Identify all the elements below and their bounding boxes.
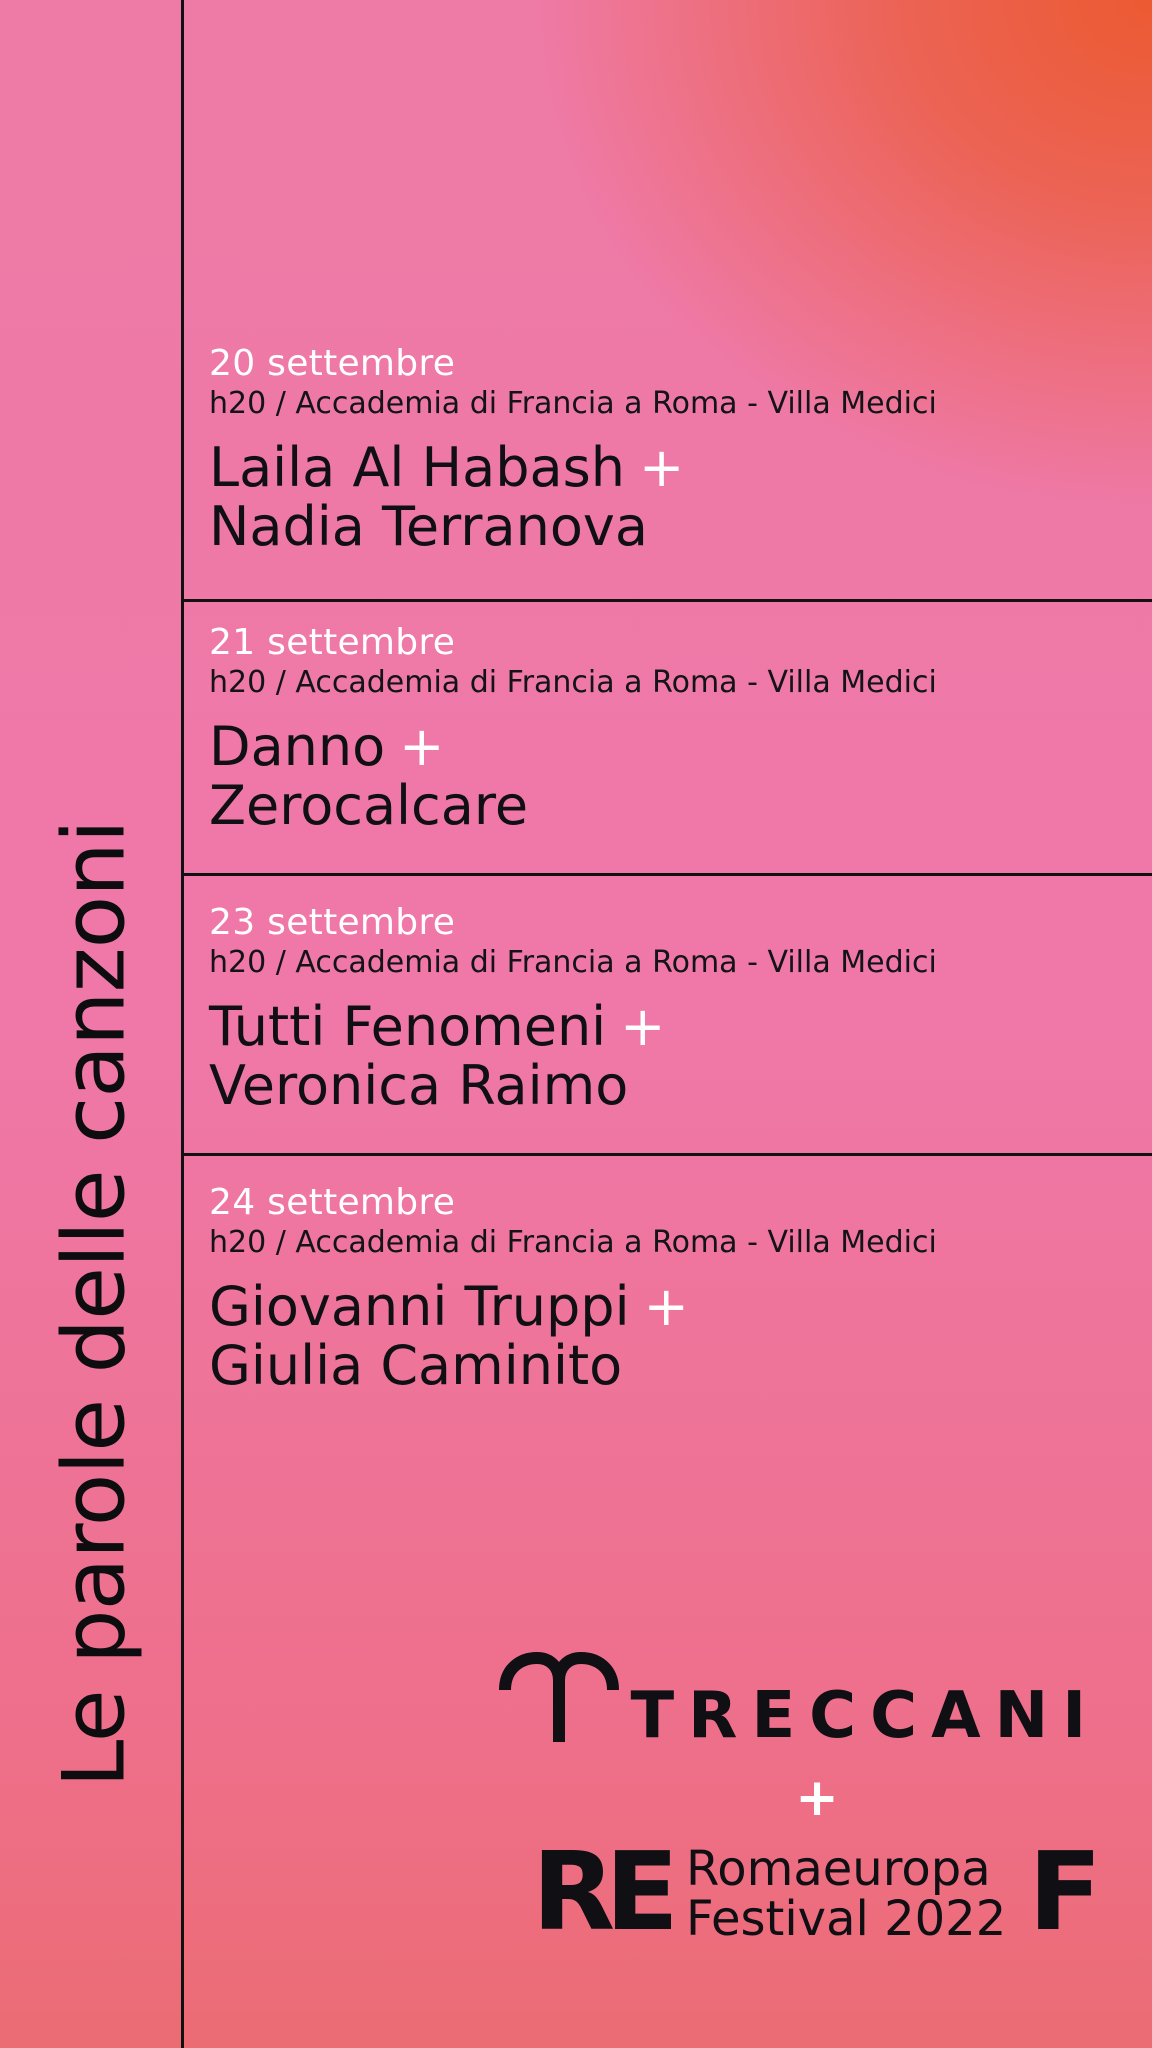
author-name: Nadia Terranova [209, 495, 648, 558]
event-names [209, 438, 937, 556]
event-venue: h20 / Accademia di Francia a Roma - Villa Medici [209, 1225, 937, 1260]
vertical-title-container [40, 664, 150, 1944]
artist-name: Laila Al Habash [209, 436, 625, 499]
event-3 [209, 903, 937, 1115]
event-2 [209, 623, 937, 835]
romaeuropa-line-2: Festival 2022 [686, 1891, 1007, 1947]
event-venue: h20 / Accademia di Francia a Roma - Villa Medici [209, 665, 937, 700]
romaeuropa-festival-logo [532, 1830, 1102, 1955]
event-separator [184, 873, 1152, 876]
event-4 [209, 1183, 937, 1395]
event-date: 20 settembre [209, 343, 456, 384]
artist-name: Giovanni Truppi [209, 1275, 630, 1338]
event-names [209, 997, 937, 1115]
event-separator [184, 599, 1152, 602]
event-1 [209, 344, 937, 556]
author-name: Zerocalcare [209, 774, 529, 837]
plus-sign: + [638, 436, 685, 499]
event-names [209, 717, 937, 835]
event-names [209, 1277, 937, 1395]
re-logo-text: RE [532, 1830, 669, 1955]
treccani-mark-icon [499, 1650, 619, 1746]
logos-plus-sign: + [795, 1768, 839, 1828]
page-title: Le parole delle canzoni [45, 820, 145, 1788]
treccani-logo [499, 1650, 1101, 1753]
event-venue: h20 / Accademia di Francia a Roma - Villa Medici [209, 386, 937, 421]
event-venue: h20 / Accademia di Francia a Roma - Villa Medici [209, 945, 937, 980]
event-date: 24 settembre [209, 1182, 456, 1223]
plus-sign: + [399, 715, 445, 778]
romaeuropa-text [686, 1841, 1007, 1947]
plus-sign: + [643, 1275, 689, 1338]
f-logo-text: F [1028, 1830, 1102, 1955]
vertical-divider [181, 0, 184, 2048]
event-date: 21 settembre [209, 622, 456, 663]
author-name: Giulia Caminito [209, 1334, 623, 1397]
artist-name: Danno [209, 715, 386, 778]
treccani-wordmark: TRECCANI [630, 1679, 1100, 1753]
author-name: Veronica Raimo [209, 1054, 629, 1117]
event-separator [184, 1153, 1152, 1156]
artist-name: Tutti Fenomeni [209, 995, 607, 1058]
plus-sign: + [620, 995, 666, 1058]
romaeuropa-line-1: Romaeuropa [686, 1841, 991, 1897]
event-date: 23 settembre [209, 902, 456, 943]
